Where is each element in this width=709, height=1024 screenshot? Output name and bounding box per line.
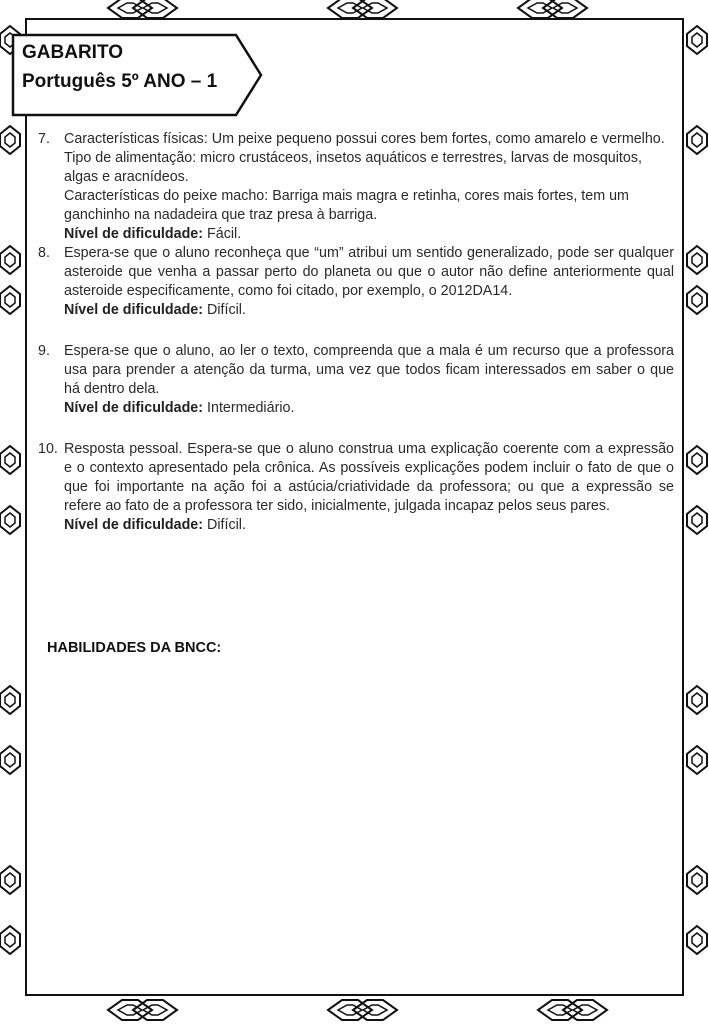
question-item-9 xyxy=(38,342,674,418)
question-number: 8. xyxy=(38,245,50,261)
answer-paragraph: Resposta pessoal. Espera-se que o aluno construa uma explicação coerente com a expressão e o contexto apresentado pela crônica. As possíveis explicações podem incluir o fato de que o que foi importante na ação foi a astúcia/criatividade da professora; ou que a expressão se refere ao fato de a professora ter sido, inicialmente, julgada incapaz pelos seus pares. xyxy=(64,441,674,514)
question-number: 7. xyxy=(38,131,50,147)
difficulty-value: Fácil. xyxy=(207,226,242,242)
answer-paragraph: Espera-se que o aluno, ao ler o texto, compreenda que a mala é um recurso que a professora usa para prender a atenção da turma, uma vez que todos ficam interessados em saber o que há dentro dela. xyxy=(64,343,674,397)
difficulty-value: Intermediário. xyxy=(207,400,295,416)
difficulty-level xyxy=(64,225,674,244)
question-number: 9. xyxy=(38,343,50,359)
answer-paragraph: Características físicas: Um peixe pequeno possui cores bem fortes, como amarelo e vermelho. xyxy=(64,131,665,147)
difficulty-level xyxy=(64,516,674,535)
question-item-8 xyxy=(38,244,674,320)
difficulty-label: Nível de dificuldade: xyxy=(64,226,204,242)
question-item-10 xyxy=(38,440,674,535)
answer-paragraph: Espera-se que o aluno reconheça que “um” atribui um sentido generalizado, pode ser qualquer asteroide que venha a passar perto do planeta ou que o autor não define anteriormente qual asteroide especificamente, como foi citado, por exemplo, o 2012DA14. xyxy=(64,245,674,299)
difficulty-value: Difícil. xyxy=(207,517,246,533)
difficulty-label: Nível de dificuldade: xyxy=(64,517,204,533)
difficulty-level xyxy=(64,301,674,320)
title-line-1: GABARITO xyxy=(22,42,123,63)
page-title xyxy=(22,38,217,96)
difficulty-level xyxy=(64,399,674,418)
bncc-heading: HABILIDADES DA BNCC: xyxy=(47,640,222,656)
answer-paragraph: Tipo de alimentação: micro crustáceos, insetos aquáticos e terrestres, larvas de mosquitos, algas e aracnídeos. xyxy=(64,150,642,185)
title-line-2: Português 5º ANO – 1 xyxy=(22,71,218,92)
difficulty-label: Nível de dificuldade: xyxy=(64,302,204,318)
question-number: 10. xyxy=(38,441,58,457)
question-item-7 xyxy=(38,130,674,244)
difficulty-label: Nível de dificuldade: xyxy=(64,400,204,416)
answer-paragraph: Características do peixe macho: Barriga mais magra e retinha, cores mais fortes, tem um ganchinho na nadadeira que traz presa à barriga. xyxy=(64,188,629,223)
answer-list xyxy=(38,130,674,535)
difficulty-value: Difícil. xyxy=(207,302,246,318)
